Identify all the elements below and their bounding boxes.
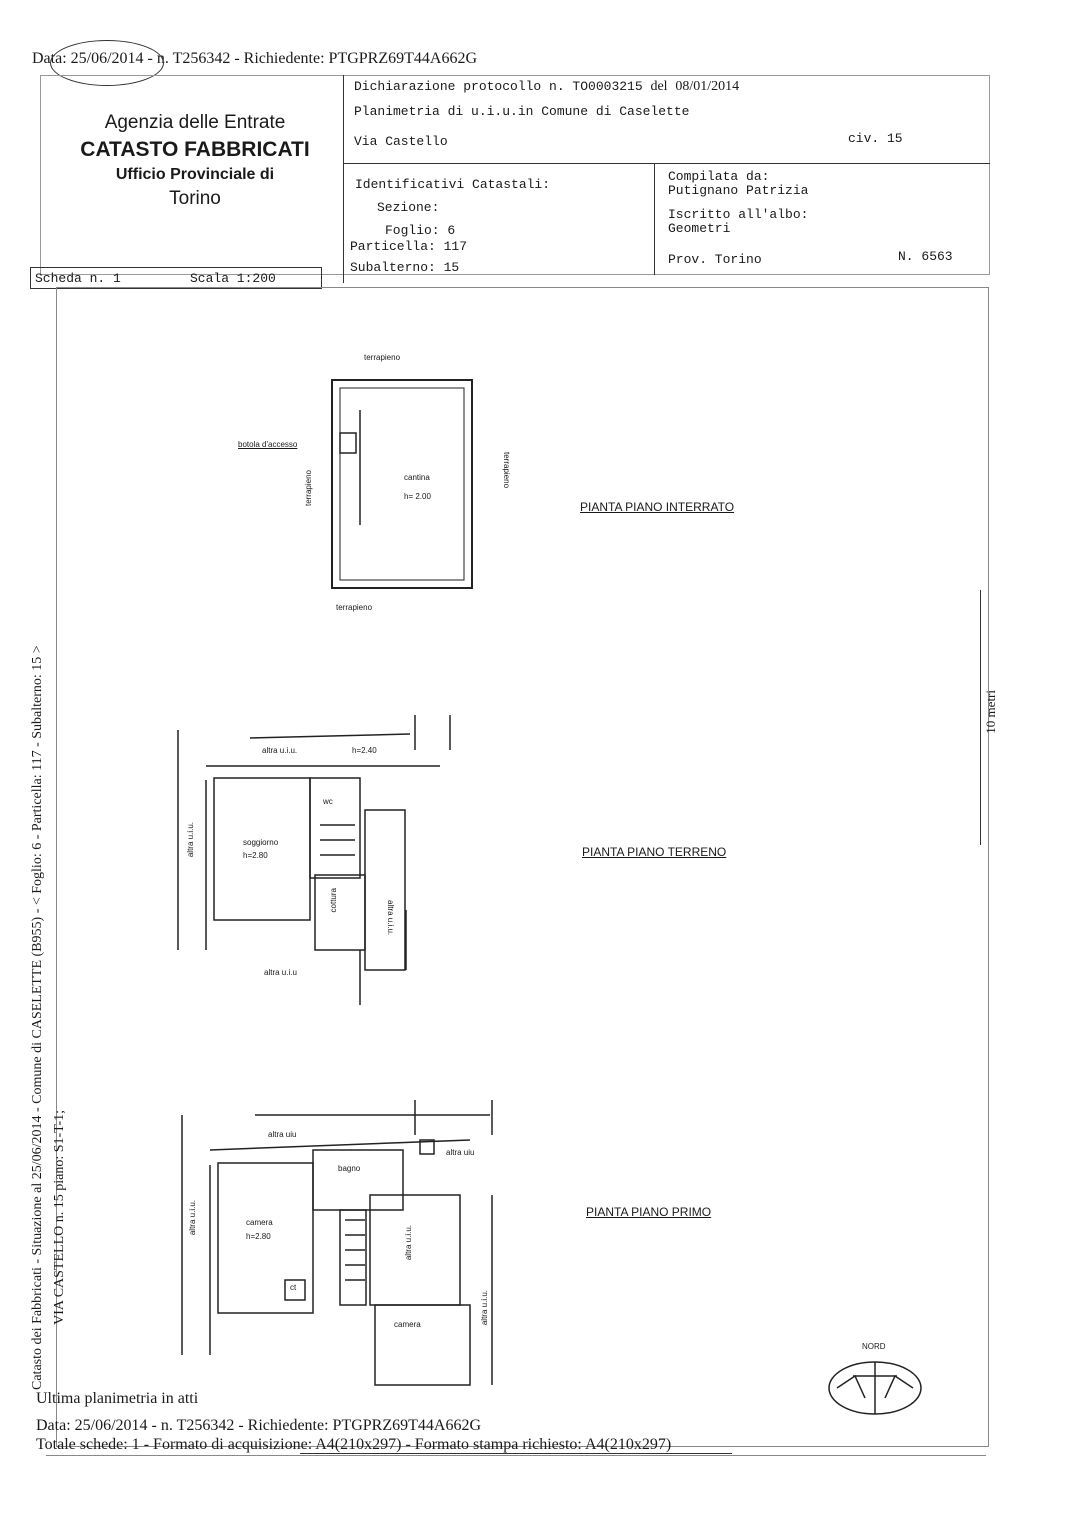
albo-value: Geometri	[668, 221, 731, 236]
terreno-altra-uiu-left: altra u.i.u.	[186, 822, 195, 858]
plan-primo-title: PIANTA PIANO PRIMO	[586, 1205, 712, 1219]
nord-label: NORD	[862, 1342, 886, 1351]
primo-camera2: camera	[394, 1320, 421, 1329]
terreno-altra-uiu-bottom: altra u.i.u	[264, 968, 297, 977]
terreno-h240: h=2.40	[352, 746, 377, 755]
side-situazione: Catasto dei Fabbricati - Situazione al 25/06/2014 - Comune di CASELETTE (B955) - < Foglio: 6 - Particella: 117 - Subalterno: 15 >	[30, 645, 45, 1390]
scala-label: Scala 1:200	[190, 271, 276, 286]
terreno-h280: h=2.80	[243, 851, 268, 860]
dichiarazione	[354, 79, 739, 95]
ultima-planimetria: Ultima planimetria in atti	[36, 1390, 199, 1407]
particella: Particella: 117	[350, 239, 468, 254]
identificativi-block2	[350, 236, 467, 278]
terreno-soggiorno: soggiorno	[243, 838, 279, 847]
civ-line: civ. 15	[848, 131, 903, 146]
primo-altra-uiu-mid: altra u.i.u.	[404, 1225, 413, 1261]
identificativi-title: Identificativi Catastali:	[355, 177, 551, 192]
scale-bar-line	[980, 590, 981, 845]
terrapieno-top: terrapieno	[364, 353, 401, 362]
compilata-name: Putignano Patrizia	[668, 183, 809, 198]
cantina-height: h= 2.00	[404, 492, 431, 501]
footer-totale: Totale schede: 1 - Formato di acquisizione: A4(210x297) - Formato stampa richiesto: A4(210x297)	[36, 1436, 672, 1453]
cantina-label: cantina	[404, 473, 430, 482]
scale-bar-label: 10 metri	[983, 690, 998, 734]
primo-altra-uiu-right: altra uiu	[446, 1148, 475, 1157]
albo-number: N. 6563	[898, 249, 953, 264]
compilata-title: Compilata da:	[668, 169, 770, 184]
plan-terreno-drawing	[170, 710, 470, 1010]
terreno-wc: wc	[323, 797, 333, 806]
terrapieno-left: terrapieno	[304, 470, 313, 507]
primo-altra-uiu-right-v: altra u.i.u.	[480, 1290, 489, 1326]
terrapieno-right: terrapieno	[502, 452, 511, 489]
subalterno: Subalterno: 15	[350, 260, 460, 275]
primo-bagno: bagno	[338, 1164, 361, 1173]
terreno-cottura: cottura	[329, 888, 338, 913]
header-hline	[343, 163, 990, 164]
dichiarazione-text: Dichiarazione protocollo n. TO0003215	[354, 79, 643, 94]
header-divider	[343, 75, 344, 283]
iscritto-label: Iscritto all'albo:	[668, 207, 809, 222]
agency-name: Agenzia delle Entrate	[104, 112, 286, 133]
identificativi-block	[355, 173, 550, 242]
request-header: Data: 25/06/2014 - n. T256342 - Richiedente: PTGPRZ69T44A662G	[32, 50, 477, 67]
sezione: Sezione:	[377, 200, 440, 215]
foglio: Foglio: 6	[385, 223, 456, 238]
terreno-altra-uiu-right: altra u.i.u.	[386, 900, 395, 936]
footer-rule	[46, 1455, 986, 1456]
ufficio-label: Ufficio Provinciale di	[115, 166, 275, 183]
del-label: del	[650, 79, 668, 94]
primo-camera: camera	[246, 1218, 273, 1227]
side-address: VIA CASTELLO n. 15 piano: S1-T-1;	[52, 1110, 67, 1325]
scheda-label: Scheda n. 1	[35, 271, 121, 286]
terreno-altra-uiu-top: altra u.i.u.	[262, 746, 298, 755]
primo-h280: h=2.80	[246, 1232, 271, 1241]
city-label: Torino	[169, 188, 221, 209]
header-divider2	[654, 163, 655, 275]
plan-interrato-drawing	[300, 350, 520, 620]
footer-data-line: Data: 25/06/2014 - n. T256342 - Richiedente: PTGPRZ69T44A662G	[36, 1417, 481, 1434]
plan-interrato-title: PIANTA PIANO INTERRATO	[580, 500, 735, 514]
primo-altra-uiu-left: altra u.i.u.	[188, 1200, 197, 1236]
plan-terreno-title: PIANTA PIANO TERRENO	[582, 845, 727, 859]
north-arrow-icon	[825, 1358, 925, 1418]
planimetria-line: Planimetria di u.i.u.in Comune di Caselette	[354, 104, 690, 119]
plan-primo-drawing	[170, 1095, 510, 1395]
terrapieno-bottom: terrapieno	[336, 603, 373, 612]
footer-underline	[300, 1453, 732, 1454]
catasto-title: CATASTO FABBRICATI	[80, 138, 310, 161]
prov-label: Prov. Torino	[668, 252, 762, 267]
botola-label: botola d'accesso	[238, 440, 298, 449]
compilata-block	[668, 170, 808, 236]
primo-ct: ct	[290, 1283, 297, 1292]
del-date: 08/01/2014	[675, 79, 740, 94]
agency-block	[60, 112, 330, 210]
primo-altra-uiu-top: altra uiu	[268, 1130, 297, 1139]
via-line: Via Castello	[354, 134, 448, 149]
